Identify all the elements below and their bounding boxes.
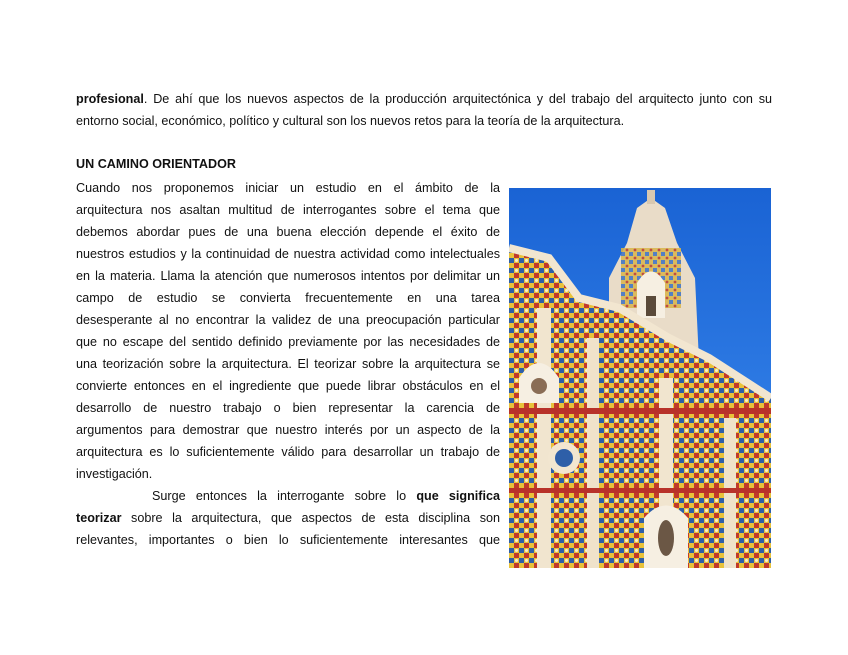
church-facade-photo (509, 188, 771, 568)
body-line: debemos abordar pues de una buena elección depende el éxito de (76, 225, 500, 239)
p2-line-1 (152, 485, 500, 507)
p2-line-3: relevantes, importantes o bien lo suficientemente interesantes que (76, 533, 500, 547)
p2-line-2 (76, 507, 500, 529)
intro-line-2: entorno social, económico, político y cultural son los nuevos retos para la teoría de la arquitectura. (76, 114, 625, 128)
intro-bold-word: profesional (76, 92, 144, 106)
body-line: que no escape del sentido definido previamente por las necesidades de (76, 335, 500, 349)
body-line: en la materia. Llama la atención que numerosos intentos por delimitar un (76, 269, 500, 283)
p2-line-2-text: sobre la arquitectura, que aspectos de esta disciplina son (121, 511, 500, 525)
body-line: argumentos para demostrar que nuestro interés por un aspecto de la (76, 423, 500, 437)
section-heading: UN CAMINO ORIENTADOR (76, 157, 236, 171)
body-line: nuestros estudios y la continuidad de nuestra actividad como intelectuales (76, 247, 500, 261)
intro-line-1-text: . De ahí que los nuevos aspectos de la producción arquitectónica y del trabajo del arquitecto junto con su (143, 92, 772, 106)
body-line: Cuando nos proponemos iniciar un estudio en el ámbito de la (76, 181, 500, 195)
body-line: investigación. (76, 467, 153, 481)
body-line: arquitectura nos asaltan multitud de interrogantes sobre el tema que (76, 203, 500, 217)
intro-line-1 (76, 88, 772, 110)
body-line: arquitectura es lo suficientemente válido para desarrollar un trabajo de (76, 445, 500, 459)
p2-bold-word: teorizar (76, 511, 122, 525)
body-line: desarrollo de nuestro trabajo o bien representar la carencia de (76, 401, 500, 415)
church-illustration (509, 188, 771, 568)
p2-bold-phrase: que significa (416, 489, 500, 503)
body-line: desesperante al no encontrar la validez de una preocupación particular (76, 313, 500, 327)
body-line: campo de estudio se convierta frecuentemente en una tarea (76, 291, 500, 305)
p2-line-1-text: Surge entonces la interrogante sobre lo (152, 489, 407, 503)
body-line: convierte entonces en el ingrediente que puede librar obstáculos en el (76, 379, 500, 393)
body-line: una teorización sobre la arquitectura. El teorizar sobre la arquitectura se (76, 357, 500, 371)
